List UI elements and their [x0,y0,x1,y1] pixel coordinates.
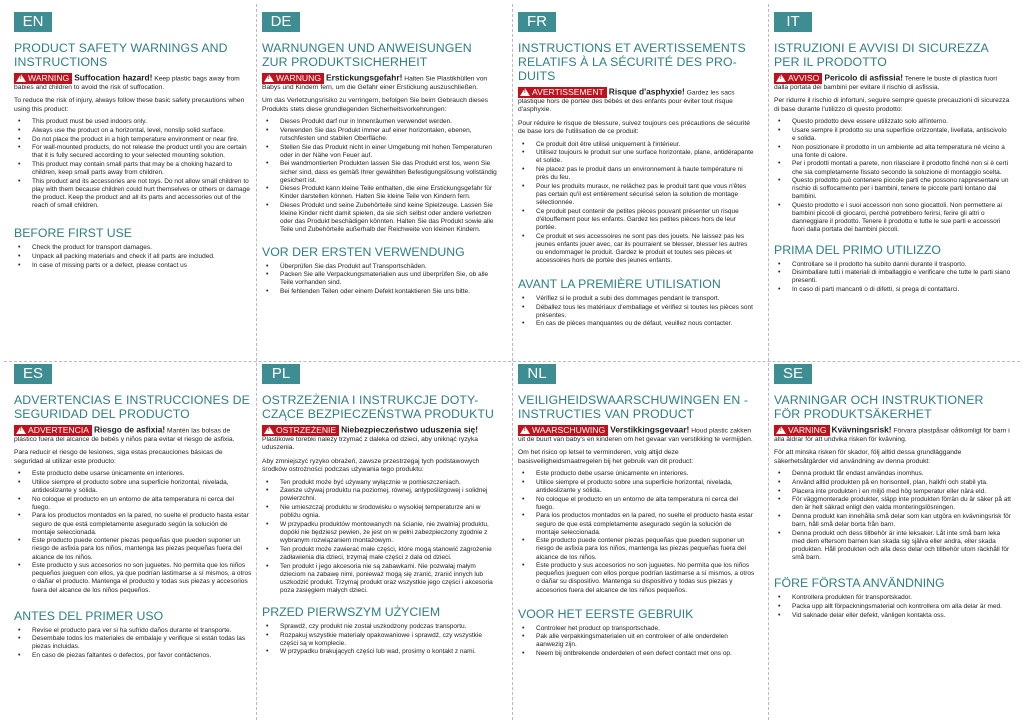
safety-item: • Denna produkt och dess tillbehör är inte leksaker. Låt inte små barn leka med dem eftersom barnen kan skada sig själva eller andra, eller skada produkten. Håll produkten och alla dess delar och tillbehör utom räckhåll för små barn. [778,530,1012,562]
safety-item: • Este producto debe usarse únicamente en interiores. [522,470,756,478]
warning-notice [262,73,500,92]
warning-heading: Riesgo de asfixia! [93,424,166,435]
panel-es [14,364,252,714]
safety-item: • Usare sempre il prodotto su una superficie orizzontale, livellata, antiscivolo e solida. [778,127,1012,143]
language-code-badge: DE [262,12,300,32]
first-use-item: • W przypadku brakujących części lub wad, prosimy o kontakt z nami. [266,648,500,656]
warning-triangle-icon [520,426,530,434]
first-use-item: • Bei fehlenden Teilen oder einem Defekt kontaktieren Sie uns bitte. [266,288,500,296]
intro-text: Om het risico op letsel te verminderen, volg altijd deze basisveiligheidsmaatregelen bij het gebruik van dit product: [518,449,694,465]
first-use-item: • Check the product for transport damages. [18,244,252,252]
safety-item: • This product may contain small parts that may be a choking hazard to children, keep small parts away from children. [18,161,252,177]
first-use-list [774,261,1012,295]
panel-en [14,12,252,362]
first-use-item: • Packen Sie alle Verpackungsmaterialien aus und überprüfen Sie, ob alle Teile vorhanden sind. [266,271,500,287]
language-code-badge: SE [774,364,812,384]
warning-label: OSTRZEŻENIE [276,425,337,435]
warning-notice [518,87,756,115]
first-use-item: • Pak alle verpakkingsmaterialen uit en controleer of alle onderdelen aanwezig zijn. [522,633,756,649]
safety-item: • Este producto y sus accesorios no son juguetes. No permita que los niños pequeños jueguen con ellos porque podrían lastimarse a sí mismos, a otros o dañar su dispositivo. Mantenga su dispositivo y todas sus piezas y accesorios fuera del alcance de los niños pequeños. [522,562,756,594]
safety-list [262,479,500,595]
safety-item: • Non posizionare il prodotto in un ambiente ad alta temperatura né vicino a una fonte di calore. [778,144,1012,160]
warning-badge [14,425,92,436]
safety-item: • This product must be used indoors only. [18,118,252,126]
warning-label: ADVERTENCIA [28,425,89,435]
section-title: WARNUNGEN UND ANWEISUNGEN ZUR PRODUKTSICHERHEIT [262,41,472,69]
safety-item: • Denna produkt kan innehålla små delar som kan utgöra en kvävningsrisk för barn, håll små delar borta från barn. [778,513,1012,529]
section-title: ISTRUZIONI E AVVISI DI SICUREZZA PER IL PRODOTTO [774,41,989,69]
panel-se [774,364,1012,714]
first-use-list [774,594,1012,619]
warning-label: WARNUNG [276,73,322,83]
safety-item: • Dieses Produkt darf nur in Innenräumen verwendet werden. [266,118,500,126]
first-use-list [262,263,500,297]
first-use-list [518,625,756,659]
warning-label: AVERTISSEMENT [532,87,604,97]
language-code-badge: PL [262,364,300,384]
safety-item: • Använd alltid produkten på en horisontell, plan, halkfri och stabil yta. [778,479,1012,487]
safety-item: • Dieses Produkt kann kleine Teile enthalten, die eine Erstickungsgefahr für Kinder darstellen können. Halten Sie kleine Teile von Kindern fern. [266,185,500,201]
warning-badge [774,425,830,436]
first-use-list [518,295,756,329]
safety-item: • For wall-mounted products, do not release the product until you are certain that it is fully secured according to your selected mounting solution. [18,144,252,160]
safety-item: • Ce produit peut contenir de petites pièces pouvant présenter un risque d'étouffement pour les enfants. Gardez les petites pièces hors de leur portée. [522,208,756,232]
language-code-badge: IT [774,12,812,32]
warning-notice [14,73,252,92]
warning-badge [518,425,608,436]
panel-fr [518,12,756,362]
safety-item: • Dieses Produkt und seine Zubehörteile sind keine Spielzeuge. Lassen Sie kleine Kinder nicht damit spielen, da sie sich selbst oder andere verletzen oder das Produkt beschädigen könnten. Halten Sie das Produkt sowie alle Teile und Zubehörteile außerhalb der Reichweite von kleinen Kindern. [266,202,500,234]
section-title: VEILIGHEIDSWAARSCHUWINGEN EN -INSTRUCTIES VAN PRODUCT [518,393,749,421]
safety-item: • Este producto debe usarse únicamente en interiores. [18,470,252,478]
warning-text: Förvara plastpåsar oåtkomligt för barn i alla åldrar för att undvika risken för kvävning. [774,427,1010,443]
section-title: ADVERTENCIAS E INSTRUCCIONES DE SEGURIDAD DEL PRODUCTO [14,393,250,421]
warning-triangle-icon [264,426,274,434]
safety-item: • Zawsze używaj produktu na poziomej, równej, antypoślizgowej i solidnej powierzchni. [266,487,500,503]
first-use-item: • Controleer het product op transportschade. [522,625,756,633]
first-use-item: • En caso de piezas faltantes o defectos, por favor contáctenos. [18,652,252,660]
panel-it [774,12,1012,362]
warning-text: Houd plastic zakken uit de buurt van baby's en kinderen om het gevaar van verstikking te vermijden. [518,427,753,443]
first-use-item: • En cas de pièces manquantes ou de défaut, veuillez nous contacter. [522,320,756,328]
warning-triangle-icon [520,88,530,96]
warning-badge [262,73,324,84]
before-first-use-title: ANTES DEL PRIMER USO [14,608,164,623]
safety-item: • Verwenden Sie das Produkt immer auf einer horizontalen, ebenen, rutschfesten und stabilen Oberfläche. [266,127,500,143]
warning-badge [518,87,607,98]
warning-heading: Niebezpieczeństwo uduszenia się! [341,424,478,435]
warning-triangle-icon [776,426,786,434]
before-first-use-title: PRIMA DEL PRIMO UTILIZZO [774,242,941,257]
warning-notice [774,425,1012,444]
warning-text: Tenere le buste di plastica fuori dalla portata dei bambini per evitare il rischio di asfissia. [774,75,997,91]
safety-list [14,118,252,210]
language-code-badge: ES [14,364,52,384]
before-first-use-title: VOR DER ERSTEN VERWENDUNG [262,244,465,259]
first-use-item: • In caso di parti mancanti o di difetti, si prega di contattarci. [778,286,1012,294]
first-use-item: • Kontrollera produkten för transportskador. [778,594,1012,602]
warning-badge [14,73,72,84]
first-use-item: • Déballez tous les matériaux d'emballage et vérifiez si toutes les pièces sont présentes. [522,304,756,320]
safety-list [774,470,1012,562]
warning-heading: Pericolo di asfissia! [824,72,904,83]
first-use-list [14,244,252,269]
safety-item: • Do not place the product in a high temperature environment or near fire. [18,136,252,144]
first-use-item: • Desembale todos los materiales de embalaje y verifique si están todas las piezas incluidas. [18,635,252,651]
safety-item: • Denna produkt får endast användas inomhus. [778,470,1012,478]
before-first-use-title: PRZED PIERWSZYM UŻYCIEM [262,604,441,619]
warning-notice [262,425,500,453]
language-code-badge: FR [518,12,556,32]
safety-item: • Per i prodotti montati a parete, non rilasciare il prodotto finché non si è certi che sia completamente fissato secondo la soluzione di montaggio scelta. [778,160,1012,176]
safety-item: • Utilice siempre el producto sobre una superficie horizontal, nivelada, antideslizante y sólida. [18,479,252,495]
warning-badge [262,425,339,436]
first-use-item: • Packa upp allt förpackningsmaterial och kontrollera om alla delar är med. [778,603,1012,611]
section-title: INSTRUCTIONS ET AVERTISSEMENTS RELATIFS À LA SÉCURITÉ DES PRO-DUITS [518,41,746,83]
first-use-item: • Vid saknade delar eller defekt, vänligen kontakta oss. [778,612,1012,620]
safety-item: • Stellen Sie das Produkt nicht in einer Umgebung mit hohen Temperaturen oder in der Nähe von Feuer auf. [266,144,500,160]
first-use-item: • Sprawdź, czy produkt nie został uszkodzony podczas transportu. [266,623,500,631]
first-use-item: • In case of missing parts or a defect, please contact us [18,262,252,270]
intro-text: Per ridurre il rischio di infortuni, seguire sempre queste precauzioni di sicurezza di base durante l'utilizzo di questo prodotto: [774,97,1010,113]
warning-text: Keep plastic bags away from babies and children to avoid the risk of suffocation. [14,75,240,91]
safety-item: • Ten produkt może zawierać małe części, które mogą stanowić zagrożenie zadławienia dla dzieci, trzymaj małe części z dala od dzieci. [266,546,500,562]
panel-de [262,12,500,362]
first-use-item: • Rozpakuj wszystkie materiały opakowaniowe i sprawdź, czy wszystkie części są w komplecie. [266,632,500,648]
warning-triangle-icon [264,74,274,82]
safety-list [518,470,756,594]
first-use-list [262,623,500,657]
warning-badge [774,73,822,84]
safety-item: • No coloque el producto en un entorno de alta temperatura ni cerca del fuego. [522,496,756,512]
safety-item: • Para los productos montados en la pared, no suelte el producto hasta estar seguro de que está completamente asegurado según la solución de montaje seleccionada. [18,512,252,536]
warning-label: WARNING [28,73,70,83]
warning-label: WAARSCHUWING [532,425,606,435]
warning-text: Gardez les sacs plastique hors de portée des bébés et des enfants pour éviter tout risque d'asphyxie. [518,89,735,114]
safety-item: • Para los productos montados en la pared, no suelte el producto hasta estar seguro de que está completamente asegurado según la solución de montaje seleccionada. [522,512,756,536]
safety-item: • Este producto puede contener piezas pequeñas que pueden suponer un riesgo de asfixia para los niños, mantenga las piezas pequeñas fuera del alcance de los niños. [18,537,252,561]
warning-triangle-icon [16,74,26,82]
safety-list [262,118,500,234]
safety-item: • Ten produkt i jego akcesoria nie są zabawkami. Nie pozwalaj małym dzieciom na zabawę nimi, ponieważ mogą się zranić, zranić innych lub uszkodzić produkt. Trzymaj produkt oraz wszystkie jego części i akcesoria poza zasięgiem małych dzieci. [266,563,500,595]
warning-heading: Risque d'asphyxie! [608,86,685,97]
warning-text: Plastikowe torebki należy trzymać z daleka od dzieci, aby uniknąć ryzyka uduszenia. [262,436,478,452]
first-use-item: • Disimballare tutti i materiali di imballaggio e verificare che tutte le parti siano presenti. [778,269,1012,285]
first-use-item: • Vérifiez si le produit a subi des dommages pendant le transport. [522,295,756,303]
safety-item: • Nie umieszczaj produktu w środowisku o wysokiej temperaturze ani w pobliżu ognia. [266,504,500,520]
before-first-use-title: FÖRE FÖRSTA ANVÄNDNING [774,576,945,591]
intro-text: Para reducir el riesgo de lesiones, siga estas precauciones básicas de seguridad al utilizar este producto: [14,449,223,465]
warning-heading: Kvävningsrisk! [831,424,892,435]
safety-list [774,118,1012,234]
panel-nl [518,364,756,714]
safety-item: • No coloque el producto en un entorno de alta temperatura ni cerca del fuego. [18,496,252,512]
safety-item: • Questo prodotto e i suoi accessori non sono giocattoli. Non permettere ai bambini piccoli di giocarci, perché potrebbero ferirsi, ferire gli altri o danneggiare il prodotto. Tenere il prodotto e tutte le sue parti e accessori fuori dalla portata dei bambini piccoli. [778,202,1012,234]
safety-item: • Placera inte produkten i en miljö med hög temperatur eller nära eld. [778,488,1012,496]
first-use-item: • Unpack all packing materials and check if all parts are included. [18,253,252,261]
safety-item: • Ce produit doit être utilisé uniquement à l'intérieur. [522,141,756,149]
first-use-item: • Neem bij ontbrekende onderdelen of een defect contact met ons op. [522,650,756,658]
safety-item: • Utilice siempre el producto sobre una superficie horizontal, nivelada, antideslizante y sólida. [522,479,756,495]
safety-item: • Questo prodotto deve essere utilizzato solo all'interno. [778,118,1012,126]
safety-item: • Ten produkt może być używany wyłącznie w pomieszczeniach. [266,479,500,487]
safety-item: • Questo prodotto può contenere piccole parti che possono rappresentare un rischio di soffocamento per i bambini, tenere le piccole parti lontano dai bambini. [778,177,1012,201]
safety-item: • W przypadku produktów montowanych na ścianie, nie zwalniaj produktu, dopóki nie będziesz pewien, że jest on w pełni zabezpieczony zgodnie z wybranym rozwiązaniem montażowym. [266,521,500,545]
intro-text: För att minska risken för skador, följ alltid dessa grundläggande säkerhetsåtgärder vid användning av denna produkt: [774,449,962,465]
intro-text: Aby zmniejszyć ryzyko obrażeń, zawsze przestrzegaj tych podstawowych środków ostrożności podczas używania tego produktu: [262,457,480,474]
warning-notice [518,425,756,444]
warning-heading: Verstikkingsgevaar! [610,424,690,435]
first-use-item: • Überprüfen Sie das Produkt auf Transportschäden. [266,263,500,271]
safety-list [14,470,252,594]
safety-item: • Este producto y sus accesorios no son juguetes. No permita que los niños pequeños jueguen con ellos, ya que podrían lastimarse a sí mismos, a otros o dañar el producto. Mantenga el producto y todas sus piezas y accesorios fuera del alcance de los niños pequeños. [18,562,252,594]
warning-label: AVVISO [788,73,820,83]
safety-item: • Utilisez toujours le produit sur une surface horizontale, plane, antidérapante et solide. [522,149,756,165]
warning-text: Mantén las bolsas de plástico fuera del alcance de bebés y niños para evitar el riesgo de asfixia. [14,427,235,443]
first-use-list [14,627,252,661]
safety-item: • Always use the product on a horizontal, level, nonslip solid surface. [18,127,252,135]
safety-item: • This product and its accessories are not toys. Do not allow small children to play with them because children could hurt themselves or others or damage the product. Keep the product and all its parts and accessories out of the reach of small children. [18,178,252,210]
warning-notice [774,73,1012,92]
section-title: OSTRZEŻENIA I INSTRUKCJE DOTY-CZĄCE BEZPIECZEŃSTWA PRODUKTU [262,393,495,421]
warning-triangle-icon [16,426,26,434]
section-title: VARNINGAR OCH INSTRUKTIONER FÖR PRODUKTSÄKERHET [774,393,984,421]
before-first-use-title: AVANT LA PREMIÈRE UTILISATION [518,277,721,291]
warning-triangle-icon [776,74,786,82]
section-title: PRODUCT SAFETY WARNINGS AND INSTRUCTIONS [14,41,228,69]
intro-text: Um das Verletzungsrisiko zu verringern, befolgen Sie beim Gebrauch dieses Produkts stets diese grundlegenden Sicherheitsvorkehrungen: [262,97,489,113]
panel-pl [262,364,500,714]
before-first-use-title: BEFORE FIRST USE [14,226,132,241]
intro-text: To reduce the risk of injury, always follow these basic safety precautions when using this product: [14,97,245,113]
safety-item: • Ce produit et ses accessoires ne sont pas des jouets. Ne laissez pas les jeunes enfants jouer avec, car ils pourraient se blesser, blesser les autres ou endommager le produit. Gardez le produit et toutes ses pièces et accessoires hors de portée des jeunes enfants. [522,233,756,265]
safety-item: • Este producto puede contener piezas pequeñas que pueden suponer un riesgo de asfixia para los niños, mantenga las piezas pequeñas fuera del alcance de los niños. [522,537,756,561]
language-code-badge: NL [518,364,556,384]
warning-notice [14,425,252,444]
first-use-item: • Controllare se il prodotto ha subito danni durante il trasporto. [778,261,1012,269]
before-first-use-title: VOOR HET EERSTE GEBRUIK [518,606,694,621]
first-use-item: • Revise el producto para ver si ha sufrido daños durante el transporte. [18,627,252,635]
safety-list [518,141,756,265]
language-code-badge: EN [14,12,52,32]
safety-item: • Pour les produits muraux, ne relâchez pas le produit tant que vous n'êtes pas certain qu'il est entièrement sécurisé selon la solution de montage sélectionnée. [522,183,756,207]
warning-label: VARNING [788,425,827,435]
warning-heading: Suffocation hazard! [74,72,153,83]
safety-item: • Bei wandmontierten Produkten lassen Sie das Produkt erst los, wenn Sie sicher sind, dass es gemäß Ihrer gewählten Befestigungslösung vollständig gesichert ist. [266,160,500,184]
safety-item: • Ne placez pas le produit dans un environnement à haute température ni près du feu. [522,166,756,182]
warning-text: Halten Sie Plastikhüllen von Babys und Kindern fern, um die Gefahr einer Erstickung auszuschließen. [262,75,488,91]
intro-text: Pour réduire le risque de blessure, suivez toujours ces précautions de sécurité de base lors de l'utilisation de ce produit: [518,119,750,136]
safety-item: • För väggmonterade produkter, släpp inte produkten förrän du är säker på att den är helt säkrad enligt den valda monteringslösningen. [778,496,1012,512]
warning-heading: Erstickungsgefahr! [326,72,403,83]
